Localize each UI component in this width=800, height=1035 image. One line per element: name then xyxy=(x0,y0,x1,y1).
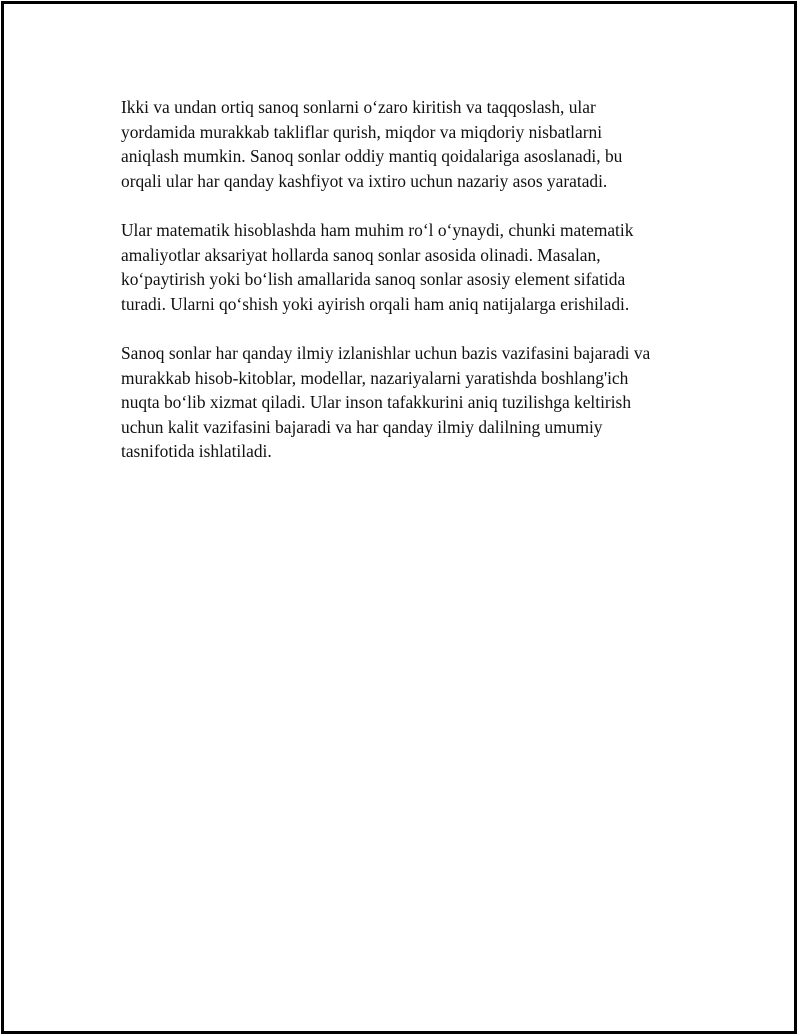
document-body xyxy=(121,95,701,489)
paragraph-3: Sanoq sonlar har qanday ilmiy izlanishlar uchun bazis vazifasini bajaradi va murakkab hisob-kitoblar, modellar, nazariyalarni yaratishda boshlang'ich nuqta bo‘lib xizmat qiladi. Ular inson tafakkurini aniq tuzilishga keltirish uchun kalit vazifasini bajaradi va har qanday ilmiy dalilning umumiy tasnifotida ishlatiladi. xyxy=(121,342,651,462)
page-frame xyxy=(1,1,797,1034)
paragraph-1: Ikki va undan ortiq sanoq sonlarni o‘zaro kiritish va taqqoslash, ular yordamida murakkab takliflar qurish, miqdor va miqdoriy nisbatlarni aniqlash mumkin. Sanoq sonlar oddiy mantiq qoidalariga asoslanadi, bu orqali ular har qanday kashfiyot va ixtiro uchun nazariy asos yaratadi. xyxy=(121,97,623,191)
paragraph-2: Ular matematik hisoblashda ham muhim ro‘l o‘ynaydi, chunki matematik amaliyotlar aksariyat hollarda sanoq sonlar asosida olinadi. Masalan, ko‘paytirish yoki bo‘lish amallarida sanoq sonlar asosiy element sifatida turadi. Ularni qo‘shish yoki ayirish orqali ham aniq natijalarga erishiladi. xyxy=(121,219,634,314)
